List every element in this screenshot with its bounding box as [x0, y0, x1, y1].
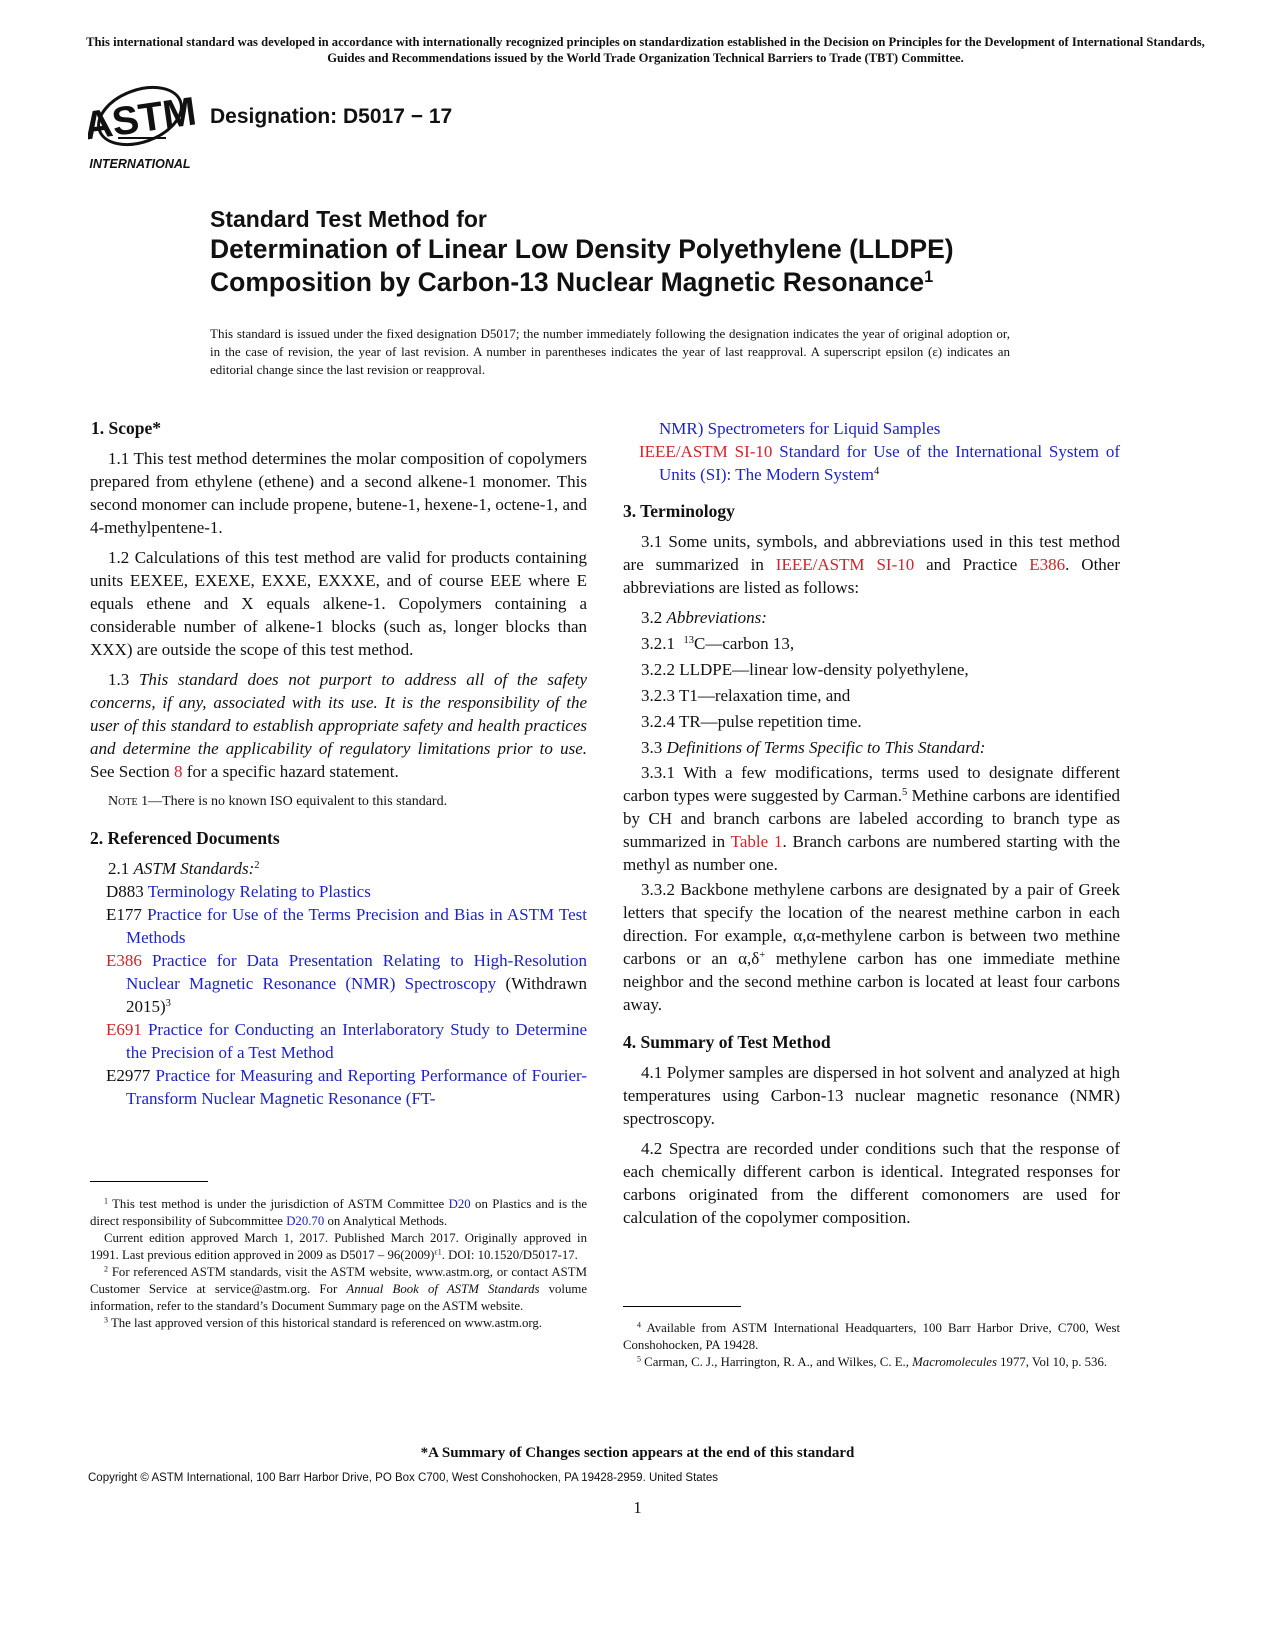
footnote-1-edition	[90, 1230, 587, 1264]
ref-sup: 3	[165, 998, 171, 1010]
para-2-1-sup: 2	[254, 860, 260, 872]
footnote-1	[90, 1196, 587, 1230]
para-sup: 5	[901, 787, 908, 799]
referenced-documents-heading: 2. Referenced Documents	[90, 828, 280, 848]
para-1-1: 1.1 This test method determines the molar composition of copolymers prepared from ethylene (ethene) and a second alkene-1 monomer. This second monomer can include propene, butene-1, hexene-1, octene-1, and 4-methylpentene-1.	[90, 449, 587, 537]
ref-code-link[interactable]: E386	[106, 951, 142, 970]
para-text: . Branch carbons are numbered starting with the methyl as number one.	[623, 832, 1121, 874]
note-1	[90, 790, 587, 813]
ref-ieee-si10	[623, 440, 1120, 486]
astm-logo	[88, 80, 198, 172]
left-column	[90, 417, 587, 1110]
para-1-3-tail-2: for a specific hazard statement.	[186, 762, 399, 781]
para-sup: 13	[683, 635, 695, 647]
ref-code: D883	[106, 882, 144, 901]
fn-sup: 2	[104, 1264, 108, 1274]
para-4-2: 4.2 Spectra are recorded under conditions such that the response of each chemically different carbon is identical. Integrated responses for carbons originated from the different comonomers are used for calculation of the copolymer composition.	[623, 1139, 1120, 1227]
para-3-2-4: 3.2.4 TR—pulse repetition time.	[641, 712, 862, 731]
para-italic: Abbreviations:	[666, 608, 767, 627]
fn-text: volume information, refer to the standard’s Document Summary page on the ASTM website.	[90, 1282, 588, 1313]
para-num: 3.2.1	[641, 634, 675, 653]
ref-title-link[interactable]: Standard for Use of the International System of Units (SI): The Modern System	[659, 442, 1121, 484]
right-column	[623, 417, 1120, 1229]
para-1-3-num: 1.3	[108, 670, 130, 689]
fn-text: For referenced ASTM standards, visit the ASTM website, www.astm.org, or contact ASTM Customer Service at service@astm.org. For	[90, 1265, 587, 1296]
ref-title-link[interactable]: Practice for Conducting an Interlaboratory Study to Determine the Precision of a Test Method	[126, 1020, 587, 1062]
footnote-3	[90, 1315, 587, 1332]
para-3-2-1	[623, 632, 1120, 655]
para-3-1	[623, 530, 1120, 599]
ref-code-link[interactable]: E691	[106, 1020, 142, 1039]
para-4-1: 4.1 Polymer samples are dispersed in hot solvent and analyzed at high temperatures using Carbon-13 nuclear magnetic resonance (NMR) spectroscopy.	[623, 1063, 1120, 1128]
footnote-4	[623, 1320, 1120, 1354]
ref-title-link[interactable]: Practice for Measuring and Reporting Performance of Fourier-Transform Nuclear Magnetic Resonance (FT-	[126, 1066, 588, 1108]
ref-title-link[interactable]: Practice for Data Presentation Relating to High-Resolution Nuclear Magnetic Resonance (NMR) Spectroscopy	[126, 951, 587, 993]
note-label: Note	[108, 794, 138, 809]
logo-text: INTERNATIONAL	[89, 157, 191, 171]
footnote-rule-left	[90, 1181, 208, 1182]
copyright: Copyright © ASTM International, 100 Barr Harbor Drive, PO Box C700, West Conshohocken, PA 19428-2959. United States	[88, 1472, 719, 1484]
ref-title-link[interactable]: NMR) Spectrometers for Liquid Samples	[659, 419, 941, 438]
fn-text: This test method is under the jurisdiction of ASTM Committee	[112, 1197, 445, 1211]
fn-sup: 3	[104, 1315, 108, 1325]
para-text: and Practice	[926, 555, 1018, 574]
footnotes-right	[623, 1320, 1120, 1371]
para-1-3-italic: This standard does not purport to address all of the safety concerns, if any, associated with its use. It is the responsibility of the user of this standard to establish appropriate safety and health practices and determine the applicability of regulatory limitations prior to use.	[90, 670, 587, 758]
para-2-1-italic: ASTM Standards:	[133, 859, 255, 878]
ref-code: E2977	[106, 1066, 151, 1085]
ref-e691	[90, 1018, 587, 1064]
ref-e386	[90, 949, 587, 1018]
para-1-2: 1.2 Calculations of this test method are valid for products containing units EEXEE, EXEXE, EXXE, EXXXE, and of course EEE where E equals ethene and X equals alkene-1. Copolymers containing a considerable number of alkene-1 blocks (such as, longer blocks than XXX) are outside the scope of this test method.	[90, 548, 587, 659]
issuance-statement: This standard is issued under the fixed designation D5017; the number immediately following the designation indicates the year of original adoption or, in the case of revision, the year of last revision. A number in parentheses indicates the year of last reapproval. A superscript epsilon (ε) indicates an editorial change since the last revision or reapproval.	[210, 326, 1010, 377]
fn-italic: Macromolecules	[912, 1355, 997, 1369]
top-notice: This international standard was developed in accordance with internationally recognized principles on standardization established in the Decision on Principles for the Development of International Standards, Guides and Recommendations issued by the World Trade Organization Technical Barriers to Trade (TBT) Committee.	[86, 35, 1205, 65]
page-number: 1	[633, 1498, 642, 1517]
svg-text:ASTM: ASTM	[88, 89, 198, 149]
subcommittee-d20-70-link[interactable]: D20.70	[286, 1214, 325, 1228]
fn-sup: 5	[637, 1354, 641, 1364]
title-footnote-sup: 1	[924, 267, 934, 286]
fn-text: . DOI: 10.1520/D5017-17.	[441, 1248, 578, 1262]
section-8-link[interactable]: 8	[174, 762, 183, 781]
para-text: . Other abbreviations are listed as follows:	[623, 555, 1121, 597]
scope-heading: 1. Scope*	[91, 418, 161, 438]
para-2-1-num: 2.1	[108, 859, 130, 878]
terminology-heading: 3. Terminology	[623, 501, 735, 521]
fn-sup: 4	[637, 1320, 641, 1330]
fn-text: 1977, Vol 10, p. 536.	[1000, 1355, 1108, 1369]
ref-code-link[interactable]: IEEE/ASTM SI-10	[639, 442, 773, 461]
note-text: 1—There is no known ISO equivalent to this standard.	[141, 794, 448, 809]
astm-logo-icon	[88, 80, 198, 172]
ref-e177	[90, 903, 587, 949]
para-3-2	[623, 606, 1120, 629]
ieee-si10-link[interactable]: IEEE/ASTM SI-10	[775, 555, 915, 574]
fn-text: Current edition approved March 1, 2017. Published March 2017. Originally approved in 1991. Last previous edition approved in 2009 as D5017 – 96(2009)	[90, 1231, 587, 1262]
para-italic: Definitions of Terms Specific to This Standard:	[666, 738, 986, 757]
ref-title-link[interactable]: Terminology Relating to Plastics	[147, 882, 371, 901]
summary-heading: 4. Summary of Test Method	[623, 1032, 831, 1052]
para-text: 3.3.1 With a few modifications, terms used to designate different carbon types were suggested by Carman.	[623, 763, 1120, 805]
para-3-3	[623, 736, 1120, 759]
para-text: methylene carbon has one immediate methine neighbor and the second methine carbon is located at least four carbons away.	[623, 949, 1120, 1014]
footnote-2	[90, 1264, 587, 1315]
para-text: 3.1 Some units, symbols, and abbreviations used in this test method are summarized in	[623, 532, 1120, 574]
para-3-2-3: 3.2.3 T1—relaxation time, and	[641, 686, 851, 705]
para-num: 3.3	[641, 738, 663, 757]
para-1-3-tail: See Section	[90, 762, 170, 781]
para-2-1	[90, 857, 587, 880]
fn-sup: ε1	[434, 1247, 442, 1257]
para-3-2-2: 3.2.2 LLDPE—linear low-density polyethylene,	[641, 660, 969, 679]
para-3-3-2	[623, 878, 1120, 1016]
ref-withdrawn-note: (Withdrawn 2015)	[126, 974, 587, 1016]
footnote-rule-right	[623, 1306, 741, 1307]
para-num: 3.2	[641, 608, 663, 627]
title-block	[210, 205, 1110, 299]
summary-of-changes-note: *A Summary of Changes section appears at the end of this standard	[420, 1445, 855, 1461]
footnotes-left	[90, 1196, 587, 1332]
table-1-link[interactable]: Table 1	[730, 832, 783, 851]
ref-code: E177	[106, 905, 142, 924]
title-line-2	[210, 266, 1110, 299]
footnote-5	[623, 1354, 1120, 1371]
para-3-3-1	[623, 761, 1120, 876]
para-text: 3.3.2 Backbone methylene carbons are designated by a pair of Greek letters that specify the location of the nearest methine carbon in each direction. For example, α,α-methylene carbon is between two methine carbons or an α,δ	[623, 880, 1120, 968]
fn-text: The last approved version of this historical standard is referenced on www.astm.org.	[110, 1316, 543, 1330]
fn-italic: Annual Book of ASTM Standards	[346, 1282, 540, 1296]
ref-e2977	[90, 1064, 587, 1110]
fn-text: Carman, C. J., Harrington, R. A., and Wilkes, C. E.,	[644, 1355, 909, 1369]
ref-e2977-continued	[623, 417, 1120, 440]
fn-text: Available from ASTM International Headquarters, 100 Barr Harbor Drive, C700, West Conshohocken, PA 19428.	[623, 1321, 1121, 1352]
para-sup: +	[759, 950, 766, 962]
ref-title-link[interactable]: Practice for Use of the Terms Precision and Bias in ASTM Test Methods	[126, 905, 588, 947]
title-line-2-text: Composition by Carbon-13 Nuclear Magnetic Resonance	[210, 267, 925, 297]
designation: Designation: D5017 − 17	[210, 105, 453, 128]
para-text: Methine carbons are identified by CH and branch carbons are labeled according to branch type as summarized in	[623, 786, 1121, 851]
fn-text: on Analytical Methods.	[327, 1214, 448, 1228]
committee-d20-link[interactable]: D20	[448, 1197, 471, 1211]
para-text: C—carbon 13,	[694, 634, 795, 653]
title-prefix: Standard Test Method for	[210, 206, 487, 232]
title-line-1: Determination of Linear Low Density Polyethylene (LLDPE)	[210, 234, 954, 264]
ref-d883	[90, 880, 587, 903]
para-1-3	[90, 668, 587, 783]
fn-sup: 1	[104, 1196, 108, 1206]
e386-link[interactable]: E386	[1029, 555, 1066, 574]
ref-sup: 4	[874, 466, 880, 478]
fn-text: on Plastics and is the direct responsibility of Subcommittee	[90, 1197, 588, 1228]
